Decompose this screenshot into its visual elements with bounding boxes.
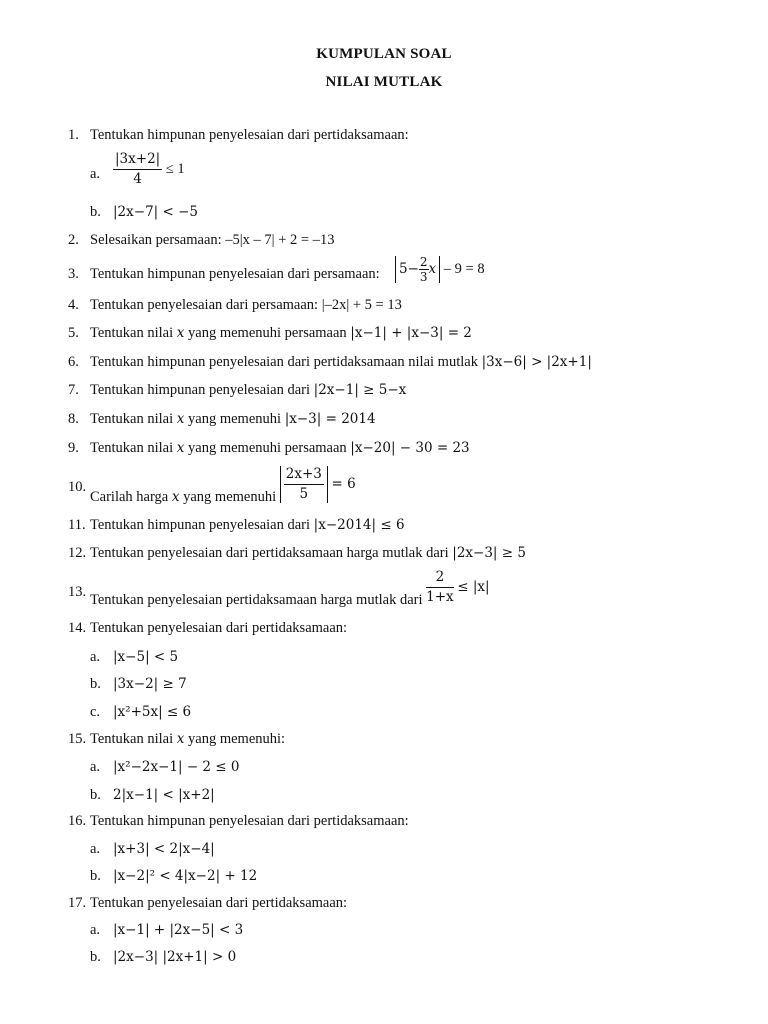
question-number: 8. — [68, 411, 79, 427]
fraction-denominator: 4 — [133, 170, 142, 187]
question-number: 1. — [68, 127, 79, 143]
math-expression: |2x−1| ≥ 5−x — [313, 382, 407, 398]
math-expression: |3x−6| > |2x+1| — [481, 354, 592, 370]
question-number: 9. — [68, 440, 79, 456]
variable: x — [176, 325, 185, 341]
math-expression: |2x−7| < −5 — [113, 204, 198, 220]
sub-item-label: a. — [90, 922, 101, 938]
fraction — [113, 153, 162, 186]
fraction-denominator: 5 — [299, 485, 309, 502]
question-text: Tentukan nilai x yang memenuhi |x−3| = 2014 — [90, 411, 376, 427]
variable: x — [171, 488, 180, 505]
fraction — [426, 571, 454, 604]
question-number: 3. — [68, 266, 79, 282]
fraction-denominator: 3 — [419, 270, 428, 284]
math-expression: |x²−2x−1| − 2 ≤ 0 — [113, 759, 240, 775]
question-text: Tentukan penyelesaian dari pertidaksamaan: — [90, 620, 348, 636]
sub-item-label: b. — [90, 676, 101, 692]
math-expression: |2x−3| ≥ 5 — [452, 545, 526, 561]
question-text: Tentukan himpunan penyelesaian dari |x−2014| ≤ 6 — [90, 517, 405, 533]
sub-item-label: a. — [90, 166, 101, 182]
math-expression: |x−1| + |x−3| = 2 — [350, 325, 472, 341]
question-text: Selesaikan persamaan: –5|x – 7| + 2 = –13 — [90, 232, 335, 248]
absolute-value: 5− $\frac{2}{3}$ x — [395, 256, 440, 283]
question-text: Tentukan himpunan penyelesaian dari pertidaksamaan: — [90, 813, 409, 829]
sub-item-label: a. — [90, 841, 101, 857]
math-expression: 2|x−1| < |x+2| — [113, 787, 215, 803]
math-expression: |x−1| + |2x−5| < 3 — [113, 922, 244, 938]
math-expression: |x+3| < 2|x−4| — [113, 841, 215, 857]
sub-item-label: c. — [90, 704, 101, 720]
math-expression — [395, 256, 485, 283]
question-number: 4. — [68, 297, 79, 313]
variable: x — [176, 731, 185, 747]
fraction-numerator: 2 — [426, 571, 454, 588]
question-text: Tentukan himpunan penyelesaian dari pertidaksamaan nilai mutlak |3x−6| > |2x+1| — [90, 354, 592, 370]
question-number: 2. — [68, 232, 79, 248]
math-expression: |2x−3| |2x+1| > 0 — [113, 949, 237, 965]
math-expression: |x−2|² < 4|x−2| + 12 — [113, 868, 258, 884]
sub-item-label: b. — [90, 868, 101, 884]
fraction-numerator: 2x+3 — [284, 468, 324, 485]
math-expression: |x−5| < 5 — [113, 649, 179, 665]
math-expression: |x²+5x| ≤ 6 — [113, 704, 192, 720]
math-rhs: = 6 — [331, 475, 356, 492]
math-expression: |3x−2| ≥ 7 — [113, 676, 187, 692]
question-number: 10. — [68, 479, 87, 495]
fraction-numerator: |3x+2| — [113, 153, 162, 170]
fraction — [284, 468, 324, 501]
question-number: 7. — [68, 382, 79, 398]
math-expression: |x−2014| ≤ 6 — [313, 517, 405, 533]
fraction-denominator: 1+x — [426, 588, 454, 605]
question-text: Carilah harga x yang memenuhi $\frac{2x+3}{5}$ = 6 — [90, 466, 356, 505]
sub-item-label: b. — [90, 949, 101, 965]
math-expression: |x−20| − 30 = 23 — [350, 440, 470, 456]
math-rhs: ≤ |x| — [457, 578, 490, 595]
question-text: Tentukan nilai x yang memenuhi: — [90, 731, 286, 747]
math-expression — [113, 153, 185, 186]
question-text: Tentukan himpunan penyelesaian dari |2x−1| ≥ 5−x — [90, 382, 407, 398]
document-subtitle: NILAI MUTLAK — [325, 74, 443, 90]
question-text: Tentukan himpunan penyelesaian dari pertidaksamaan: — [90, 127, 409, 143]
question-text: Tentukan penyelesaian dari pertidaksamaan harga mutlak dari |2x−3| ≥ 5 — [90, 545, 526, 561]
fraction — [419, 256, 429, 283]
question-text: Tentukan himpunan penyelesaian dari persamaan: — [90, 266, 380, 282]
question-number: 16. — [68, 813, 87, 829]
variable: x — [176, 440, 185, 456]
sub-item-label: a. — [90, 649, 101, 665]
question-text: Tentukan nilai x yang memenuhi persamaan |x−20| − 30 = 23 — [90, 440, 470, 456]
document-title: KUMPULAN SOAL — [316, 46, 452, 62]
question-text: Tentukan penyelesaian pertidaksamaan harga mutlak dari $\frac{2}{1+x}$ ≤ |x| — [90, 569, 490, 608]
question-text: Tentukan penyelesaian dari persamaan: |–2x| + 5 = 13 — [90, 297, 402, 313]
math-rhs: – 9 = 8 — [443, 260, 485, 277]
math-expression: |x−3| = 2014 — [284, 411, 376, 427]
question-text: Tentukan penyelesaian dari pertidaksamaan: — [90, 895, 348, 911]
question-number: 6. — [68, 354, 79, 370]
question-number: 14. — [68, 620, 87, 636]
fraction-numerator: 2 — [419, 255, 428, 269]
absolute-value — [280, 466, 328, 503]
math-rhs: ≤ 1 — [165, 160, 185, 177]
sub-item-label: b. — [90, 204, 101, 220]
question-number: 11. — [68, 517, 86, 533]
question-number: 13. — [68, 584, 87, 600]
sub-item-label: a. — [90, 759, 101, 775]
variable: x — [176, 411, 185, 427]
question-number: 17. — [68, 895, 87, 911]
sub-item-label: b. — [90, 787, 101, 803]
question-number: 15. — [68, 731, 87, 747]
question-number: 12. — [68, 545, 87, 561]
question-number: 5. — [68, 325, 79, 341]
question-text: Tentukan nilai x yang memenuhi persamaan |x−1| + |x−3| = 2 — [90, 325, 472, 341]
